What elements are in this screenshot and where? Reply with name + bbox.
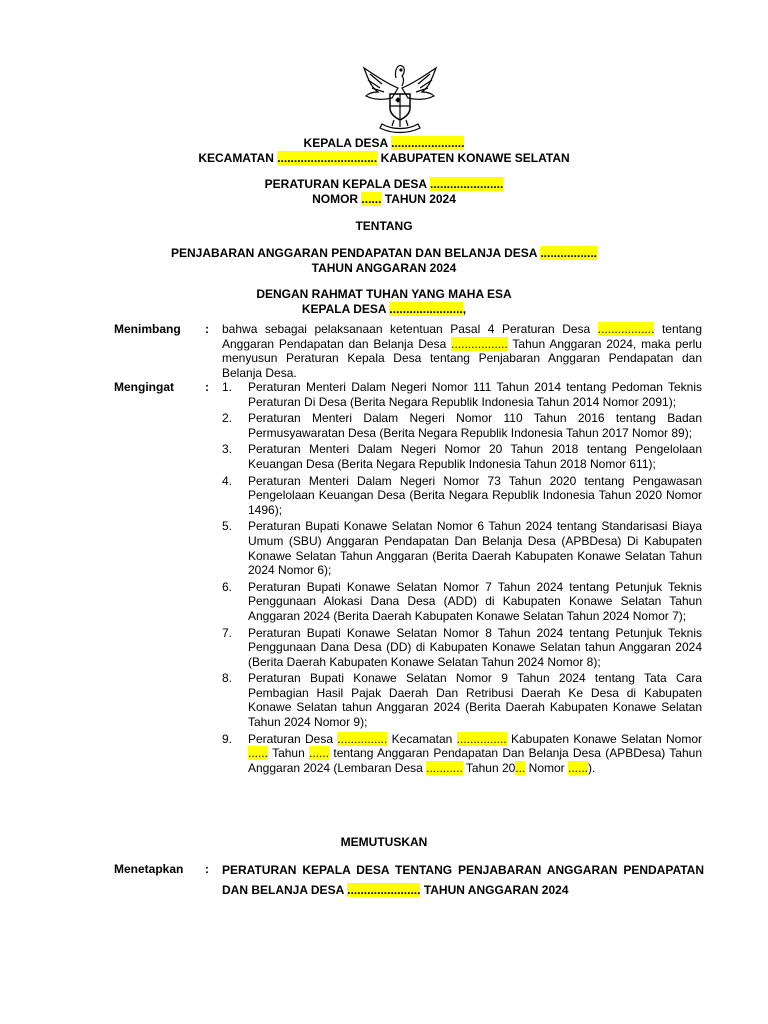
list-item-9: 9. Peraturan Desa ............... Kecamatan ............... Kabupaten Konawe Selatan Nomor ...... Tahun ...... tentang Anggaran Pendapatan Dan Belanja Desa (APBDesa) Tahun Anggaran 2024 (Lembaran Desa ........... Tahun 20... Nomor ......). (222, 731, 703, 775)
list-item: 2. Peraturan Menteri Dalam Negeri Nomor 110 Tahun 2016 tentang Badan Permusyawaratan Desa (Berita Negara Republik Indonesia Tahun 2017 Nomor 89); (222, 411, 702, 440)
list-item: 5. Peraturan Bupati Konawe Selatan Nomor 6 Tahun 2024 tentang Standarisasi Biaya Umum (SBU) Anggaran Pendapatan Dan Belanja Desa (APBDesa) Di Kabupaten Konawe Selatan Tahun Anggaran (Berita Daerah Kabupaten Konawe Selatan Tahun 2024 Nomor 6); (222, 519, 702, 578)
invocation-text: DENGAN RAHMAT TUHAN YANG MAHA ESA (256, 287, 512, 301)
kepala-desa-line: KEPALA DESA ......................, (301, 302, 467, 316)
regulation-name-line: PERATURAN KEPALA DESA ...................... (264, 177, 504, 191)
mengingat-label: Mengingat (114, 380, 174, 394)
list-item: 1. Peraturan Menteri Dalam Negeri Nomor 111 Tahun 2014 tentang Pedoman Teknis Peraturan Di Desa (Berita Negara Republik Indonesia Tahun 2014 Nomor 2091); (222, 380, 702, 409)
subject-line-1: PENJABARAN ANGGARAN PENDAPATAN DAN BELANJA DESA ................. (170, 246, 598, 260)
menetapkan-label: Menetapkan (114, 862, 184, 876)
garuda-emblem-icon (358, 58, 442, 134)
document-header (0, 136, 768, 166)
memutuskan-heading (0, 835, 768, 850)
memutuskan-text: MEMUTUSKAN (340, 835, 428, 849)
menimbang-colon: : (205, 322, 209, 336)
subject-block (0, 246, 768, 276)
village-head-title: KEPALA DESA ...................... (303, 136, 465, 150)
menimbang-label: Menimbang (114, 322, 181, 336)
district-regency-line: KECAMATAN .............................. KABUPATEN KONAWE SELATAN (198, 151, 570, 165)
mengingat-list (222, 380, 702, 777)
menimbang-text: bahwa sebagai pelaksanaan ketentuan Pasal 4 Peraturan Desa ................. tentang Anggaran Pendapatan dan Belanja Desa ................. Tahun Anggaran 2024, maka perlu menyusun Peraturan Kepala Desa tentang Penjabaran Anggaran Pendapatan dan Belanja Desa. (222, 322, 702, 380)
menetapkan-text: PERATURAN KEPALA DESA TENTANG PENJABARAN ANGGARAN PENDAPATAN DAN BELANJA DESA ...................... TAHUN ANGGARAN 2024 (222, 863, 704, 897)
menetapkan-colon: : (205, 862, 209, 876)
list-item: 7. Peraturan Bupati Konawe Selatan Nomor 8 Tahun 2024 tentang Petunjuk Teknis Penggunaan Dana Desa (DD) di Kabupaten Konawe Selatan tahun Anggaran 2024 (Berita Daerah Kabupaten Konawe Selatan Tahun 2024 Nomor 8); (222, 625, 702, 669)
tentang-text: TENTANG (355, 219, 413, 233)
list-item: 3. Peraturan Menteri Dalam Negeri Nomor 20 Tahun 2018 tentang Pengelolaan Keuangan Desa (Berita Negara Republik Indonesia Tahun 2018 Nomor 611); (222, 442, 702, 471)
mengingat-colon: : (205, 380, 209, 394)
regulation-title (0, 177, 768, 207)
regulation-number-line: NOMOR ...... TAHUN 2024 (312, 192, 456, 206)
tentang-heading (0, 219, 768, 234)
list-item: 8. Peraturan Bupati Konawe Selatan Nomor 9 Tahun 2024 tentang Tata Cara Pembagian Hasil Pajak Daerah Dan Retribusi Daerah Ke Desa di Kabupaten Konawe Selatan tahun Anggaran 2024 (Berita Daerah Kabupaten Konawe Selatan Tahun 2024 Nomor 9); (222, 671, 702, 730)
list-item: 4. Peraturan Menteri Dalam Negeri Nomor 73 Tahun 2020 tentang Pengawasan Pengelolaan Keuangan Desa (Berita Negara Republik Indonesia Tahun 2020 Nomor 1496); (222, 473, 702, 517)
list-item: 6. Peraturan Bupati Konawe Selatan Nomor 7 Tahun 2024 tentang Petunjuk Teknis Penggunaan Alokasi Dana Desa (ADD) di Kabupaten Konawe Selatan Tahun Anggaran 2024 (Berita Daerah Kabupaten Konawe Selatan Tahun 2024 Nomor 7); (222, 579, 702, 623)
subject-line-2: TAHUN ANGGARAN 2024 (311, 261, 457, 275)
invocation-block (0, 287, 768, 317)
